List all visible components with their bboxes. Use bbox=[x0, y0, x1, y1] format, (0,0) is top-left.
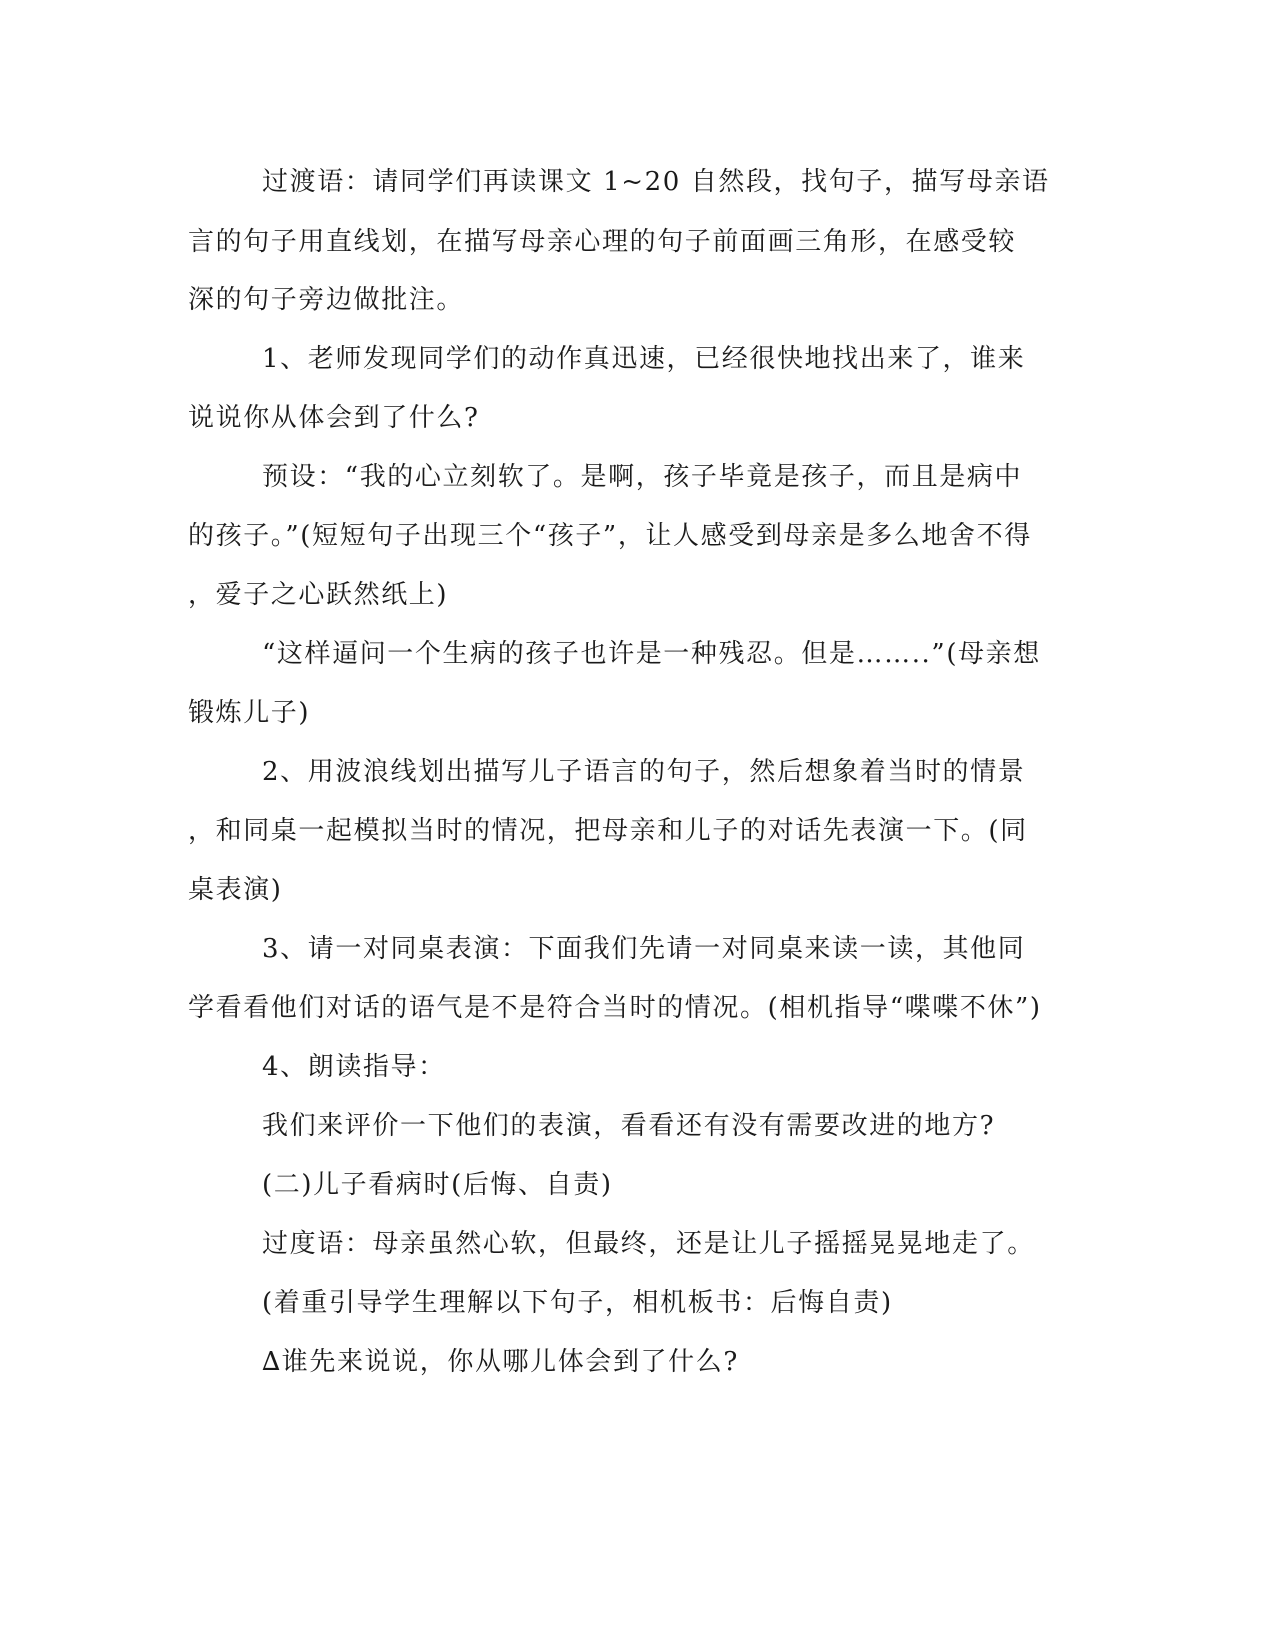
section-heading-2: (二)儿子看病时(后悔、自责) bbox=[262, 1170, 613, 1200]
paragraph-transition-line-2: 言的句子用直线划，在描写母亲心理的句子前面画三角形，在感受较 bbox=[188, 227, 1017, 257]
paragraph-evaluation: 我们来评价一下他们的表演，看看还有没有需要改进的地方? bbox=[262, 1111, 996, 1141]
paragraph-3-line-1: 3、请一对同桌表演：下面我们先请一对同桌来读一读，其他同 bbox=[262, 934, 1026, 964]
paragraph-preset-line-2: 的孩子。”(短短句子出现三个“孩子”，让人感受到母亲是多么地舍不得 bbox=[188, 521, 1032, 551]
paragraph-2-line-2: ，和同桌一起模拟当时的情况，把母亲和儿子的对话先表演一下。(同 bbox=[188, 816, 1028, 846]
paragraph-guidance: (着重引导学生理解以下句子，相机板书：后悔自责) bbox=[262, 1288, 893, 1318]
paragraph-4-heading: 4、朗读指导： bbox=[262, 1052, 446, 1082]
paragraph-preset-line-1: 预设：“我的心立刻软了。是啊，孩子毕竟是孩子，而且是病中 bbox=[262, 462, 1023, 492]
paragraph-3-line-2: 学看看他们对话的语气是不是符合当时的情况。(相机指导“喋喋不休”) bbox=[188, 993, 1042, 1023]
paragraph-transition-2: 过度语：母亲虽然心软，但最终，还是让儿子摇摇晃晃地走了。 bbox=[262, 1229, 1035, 1259]
paragraph-2-line-1: 2、用波浪线划出描写儿子语言的句子，然后想象着当时的情景 bbox=[262, 757, 1026, 787]
paragraph-transition-line-1: 过渡语：请同学们再读课文 1~20 自然段，找句子，描写母亲语 bbox=[262, 167, 1050, 197]
paragraph-quote-line-1: “这样逼问一个生病的孩子也许是一种残忍。但是……..”(母亲想 bbox=[262, 639, 1041, 669]
paragraph-1-line-2: 说说你从体会到了什么? bbox=[188, 403, 480, 433]
paragraph-question: ∆谁先来说说，你从哪儿体会到了什么? bbox=[262, 1347, 739, 1377]
paragraph-1-line-1: 1、老师发现同学们的动作真迅速，已经很快地找出来了，谁来 bbox=[262, 344, 1026, 374]
paragraph-preset-line-3: ，爱子之心跃然纸上) bbox=[188, 580, 449, 610]
paragraph-2-line-3: 桌表演) bbox=[188, 875, 283, 905]
paragraph-quote-line-2: 锻炼儿子) bbox=[188, 698, 311, 728]
paragraph-transition-line-3: 深的句子旁边做批注。 bbox=[188, 285, 465, 315]
